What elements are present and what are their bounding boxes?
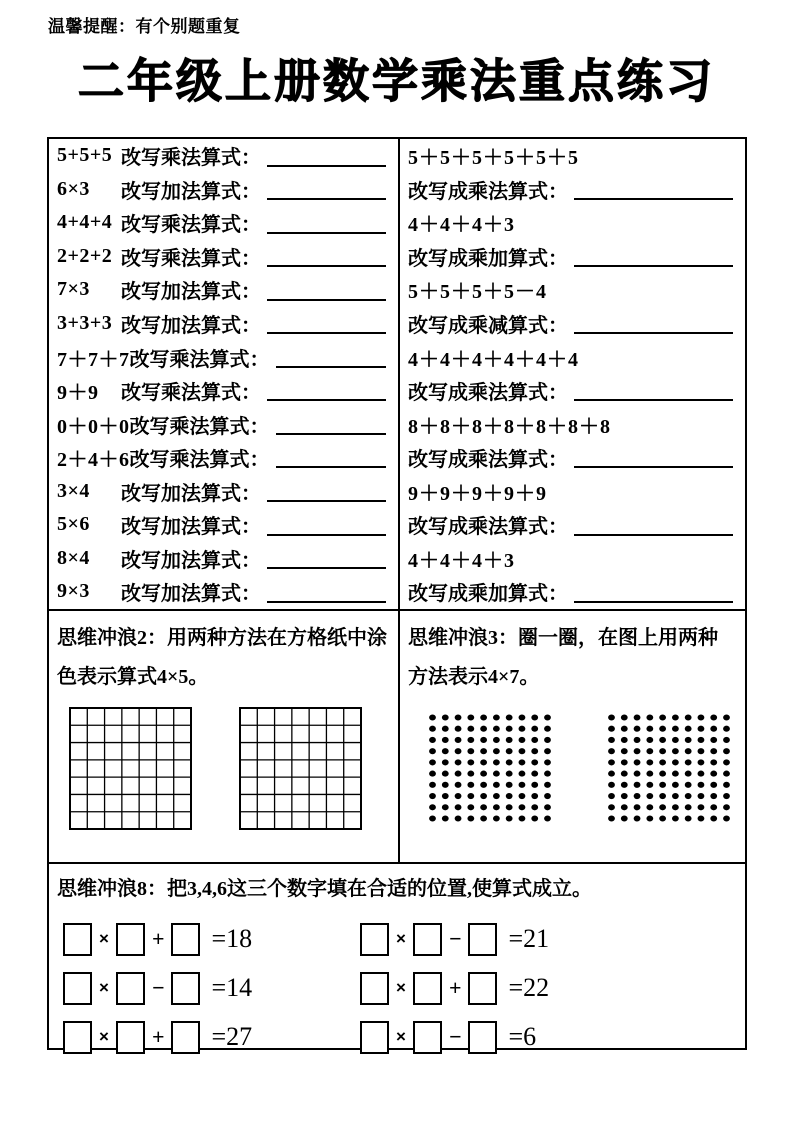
answer-box[interactable]: [63, 1021, 92, 1054]
exercise-row: [49, 307, 398, 341]
grid-paper[interactable]: [239, 707, 362, 830]
exercise-row: [400, 508, 745, 542]
answer-box[interactable]: [413, 923, 442, 956]
answer-blank[interactable]: [267, 299, 386, 301]
answer-blank[interactable]: [267, 165, 386, 167]
dot-array[interactable]: [428, 713, 552, 823]
answer-blank[interactable]: [574, 466, 733, 468]
exercise-expression: 7＋7＋7: [57, 348, 130, 371]
answer-box[interactable]: [360, 923, 389, 956]
exercise-row: [49, 508, 398, 542]
exercise-expression: 4＋4＋4＋3: [408, 214, 515, 237]
exercise-column-right: [398, 139, 745, 609]
exercise-expression: 2＋4＋6: [57, 449, 130, 472]
multiply-sign: ×: [99, 1027, 109, 1047]
multiply-sign: ×: [396, 1027, 406, 1047]
answer-blank[interactable]: [267, 198, 386, 200]
answer-blank[interactable]: [574, 198, 733, 200]
answer-box[interactable]: [171, 972, 200, 1005]
equation-area: [57, 915, 745, 1062]
exercise-row: [400, 173, 745, 207]
answer-box[interactable]: [171, 1021, 200, 1054]
exercise-label: 改写乘法算式：: [121, 247, 261, 270]
exercise-label: 改写加法算式：: [121, 281, 261, 304]
exercise-row: [49, 407, 398, 441]
exercise-expression: 8＋8＋8＋8＋8＋8＋8: [408, 415, 611, 438]
answer-blank[interactable]: [574, 601, 733, 603]
operator-sign: −: [151, 975, 165, 1001]
exercise-row: [400, 374, 745, 408]
exercise-row: [49, 575, 398, 609]
exercise-expression: 9＋9＋9＋9＋9: [408, 482, 547, 505]
exercise-expression: 9＋9: [57, 382, 99, 405]
thinking2-cell: [49, 611, 398, 862]
answer-blank[interactable]: [267, 534, 386, 536]
exercise-expression: 3+3+3: [57, 312, 113, 334]
operator-sign: −: [448, 926, 462, 952]
answer-blank[interactable]: [267, 567, 386, 569]
exercise-label: 改写乘法算式：: [129, 449, 270, 472]
answer-box[interactable]: [360, 972, 389, 1005]
operator-sign: +: [151, 926, 165, 952]
exercise-expression: 5＋5＋5＋5＋5＋5: [408, 147, 579, 170]
thinking8-prompt: 思维冲浪8：把3,4,6这三个数字填在合适的位置,使算式成立。: [57, 877, 592, 900]
exercise-row: [49, 542, 398, 576]
exercise-row: [49, 139, 398, 173]
answer-box[interactable]: [468, 972, 497, 1005]
answer-blank[interactable]: [267, 265, 386, 267]
exercise-label: 改写成乘加算式：: [408, 583, 568, 606]
thinking3-prompt: 思维冲浪3：圈一圈，在图上用两种方法表示4×7。: [408, 626, 718, 688]
exercise-expression: 6×3: [57, 177, 90, 200]
answer-box[interactable]: [116, 1021, 145, 1054]
exercise-row: [400, 542, 745, 576]
equation: [63, 1013, 360, 1062]
equation-result: =6: [508, 1022, 537, 1052]
exercise-row: [400, 240, 745, 274]
answer-box[interactable]: [116, 972, 145, 1005]
answer-box[interactable]: [413, 972, 442, 1005]
section-thinking-2-3: [49, 609, 745, 862]
exercise-label: 改写乘法算式：: [121, 382, 261, 405]
exercise-expression: 3×4: [57, 479, 90, 502]
exercise-expression: 2+2+2: [57, 244, 113, 267]
exercise-label: 改写成乘加算式：: [408, 247, 568, 270]
answer-blank[interactable]: [267, 500, 386, 502]
exercise-row: [400, 474, 745, 508]
section-exercises: [49, 139, 745, 609]
exercise-expression: 0＋0＋0: [57, 415, 130, 438]
answer-box[interactable]: [360, 1021, 389, 1054]
exercise-label: 改写乘法算式：: [121, 214, 261, 237]
multiply-sign: ×: [99, 929, 109, 949]
exercise-row: [49, 240, 398, 274]
exercise-expression: 9×3: [57, 580, 90, 603]
multiply-sign: ×: [396, 978, 406, 998]
exercise-expression: 4＋4＋4＋3: [408, 549, 515, 572]
exercise-expression: 7×3: [57, 278, 90, 301]
exercise-row: [49, 273, 398, 307]
answer-blank[interactable]: [267, 332, 386, 334]
worksheet-table: [47, 137, 747, 1050]
answer-box[interactable]: [171, 923, 200, 956]
exercise-label: 改写乘法算式：: [129, 415, 270, 438]
answer-box[interactable]: [63, 923, 92, 956]
equation-column-right: [360, 915, 549, 1062]
exercise-row: [49, 173, 398, 207]
answer-blank[interactable]: [574, 399, 733, 401]
answer-box[interactable]: [468, 1021, 497, 1054]
exercise-row: [400, 575, 745, 609]
multiply-sign: ×: [396, 929, 406, 949]
exercise-expression: 4＋4＋4＋4＋4＋4: [408, 348, 579, 371]
answer-blank[interactable]: [574, 534, 733, 536]
answer-blank[interactable]: [574, 265, 733, 267]
dot-array[interactable]: [607, 713, 731, 823]
exercise-label: 改写成乘法算式：: [408, 382, 568, 405]
operator-sign: −: [448, 1024, 462, 1050]
answer-blank[interactable]: [267, 601, 386, 603]
answer-box[interactable]: [63, 972, 92, 1005]
exercise-label: 改写加法算式：: [121, 583, 261, 606]
exercise-label: 改写成乘法算式：: [408, 516, 568, 539]
equation: [360, 1013, 549, 1062]
exercise-row: [49, 474, 398, 508]
exercise-row: [49, 340, 398, 374]
answer-blank[interactable]: [267, 232, 386, 234]
operator-sign: +: [448, 975, 462, 1001]
exercise-label: 改写乘法算式：: [129, 348, 270, 371]
exercise-row: [400, 139, 745, 173]
exercise-row: [49, 374, 398, 408]
equation-result: =14: [211, 973, 253, 1003]
exercise-label: 改写乘法算式：: [121, 147, 261, 170]
answer-blank[interactable]: [276, 366, 387, 368]
exercise-row: [400, 307, 745, 341]
exercise-label: 改写成乘法算式：: [408, 180, 568, 203]
equation-result: =22: [508, 973, 550, 1003]
exercise-label: 改写加法算式：: [121, 549, 261, 572]
exercise-expression: 4+4+4: [57, 211, 113, 234]
exercise-row: [49, 206, 398, 240]
grid-paper-group: [69, 707, 390, 830]
grid-paper[interactable]: [69, 707, 192, 830]
operator-sign: +: [151, 1024, 165, 1050]
section-thinking-8: [49, 862, 745, 1052]
thinking2-prompt: 思维冲浪2：用两种方法在方格纸中涂色表示算式4×5。: [57, 626, 387, 688]
exercise-row: [400, 407, 745, 441]
exercise-expression: 5×6: [57, 513, 90, 536]
equation: [63, 964, 360, 1013]
answer-blank[interactable]: [276, 466, 387, 468]
exercise-label: 改写加法算式：: [121, 315, 261, 337]
answer-blank[interactable]: [267, 399, 386, 401]
answer-blank[interactable]: [276, 433, 387, 435]
exercise-label: 改写成乘减算式：: [408, 315, 568, 337]
answer-box[interactable]: [413, 1021, 442, 1054]
exercise-row: [400, 340, 745, 374]
equation-column-left: [63, 915, 360, 1062]
exercise-expression: 5＋5＋5＋5－4: [408, 281, 547, 304]
exercise-label: 改写加法算式：: [121, 180, 261, 203]
reminder-note: 温馨提醒：有个别题重复: [48, 17, 241, 36]
answer-box[interactable]: [468, 923, 497, 956]
page-title: 二年级上册数学乘法重点练习: [78, 56, 715, 107]
exercise-expression: 8×4: [57, 546, 90, 569]
exercise-row: [400, 441, 745, 475]
answer-box[interactable]: [116, 923, 145, 956]
thinking3-cell: [398, 611, 745, 862]
exercise-row: [400, 206, 745, 240]
exercise-expression: 5+5+5: [57, 144, 113, 167]
equation-result: =27: [211, 1022, 253, 1052]
exercise-row: [49, 441, 398, 475]
equation: [360, 964, 549, 1013]
equation-result: =21: [508, 924, 550, 954]
dot-array-group: [428, 713, 737, 823]
exercise-label: 改写加法算式：: [121, 482, 261, 505]
multiply-sign: ×: [99, 978, 109, 998]
exercise-row: [400, 273, 745, 307]
exercise-column-left: [49, 139, 398, 609]
exercise-label: 改写加法算式：: [121, 516, 261, 539]
exercise-label: 改写成乘法算式：: [408, 449, 568, 472]
equation: [360, 915, 549, 964]
equation-result: =18: [211, 924, 253, 954]
answer-blank[interactable]: [574, 332, 733, 334]
equation: [63, 915, 360, 964]
